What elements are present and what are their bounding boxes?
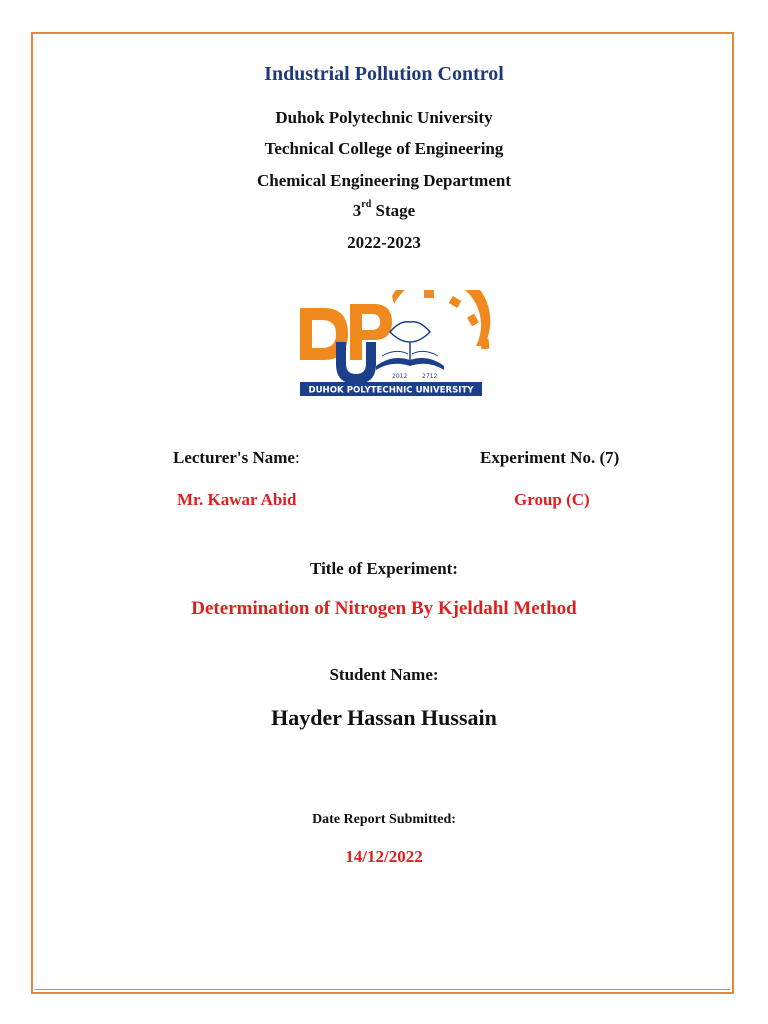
logo-year-right: 2712 (422, 373, 438, 380)
logo-banner-text: DUHOK POLYTECHNIC UNIVERSITY (308, 385, 474, 396)
lecturer-label-colon: : (294, 448, 300, 467)
group-label: Group (C) (514, 490, 590, 509)
student-name-label: Student Name: (329, 665, 439, 684)
stage-word: Stage (375, 201, 416, 220)
stage-number: 3 (352, 201, 362, 220)
lecturer-label-text: Lecturer's Name (173, 448, 295, 467)
lecturer-label (173, 448, 300, 468)
stage-suffix: rd (361, 199, 372, 210)
experiment-number: Experiment No. (7) (480, 448, 620, 467)
university-name: Duhok Polytechnic University (275, 108, 493, 127)
date-submitted: 14/12/2022 (345, 847, 423, 866)
experiment-title: Determination of Nitrogen By Kjeldahl Method (191, 598, 577, 619)
date-submitted-label: Date Report Submitted: (312, 812, 456, 827)
department-name: Chemical Engineering Department (256, 171, 512, 190)
course-title: Industrial Pollution Control (264, 63, 504, 85)
lecturer-name: Mr. Kawar Abid (177, 490, 297, 509)
university-logo (296, 290, 496, 398)
student-name: Hayder Hassan Hussain (271, 705, 497, 730)
experiment-title-label: Title of Experiment: (310, 559, 458, 578)
logo-year-left: 2012 (392, 373, 408, 380)
college-name: Technical College of Engineering (264, 139, 504, 158)
academic-year: 2022-2023 (347, 233, 421, 252)
stage (0, 201, 768, 221)
